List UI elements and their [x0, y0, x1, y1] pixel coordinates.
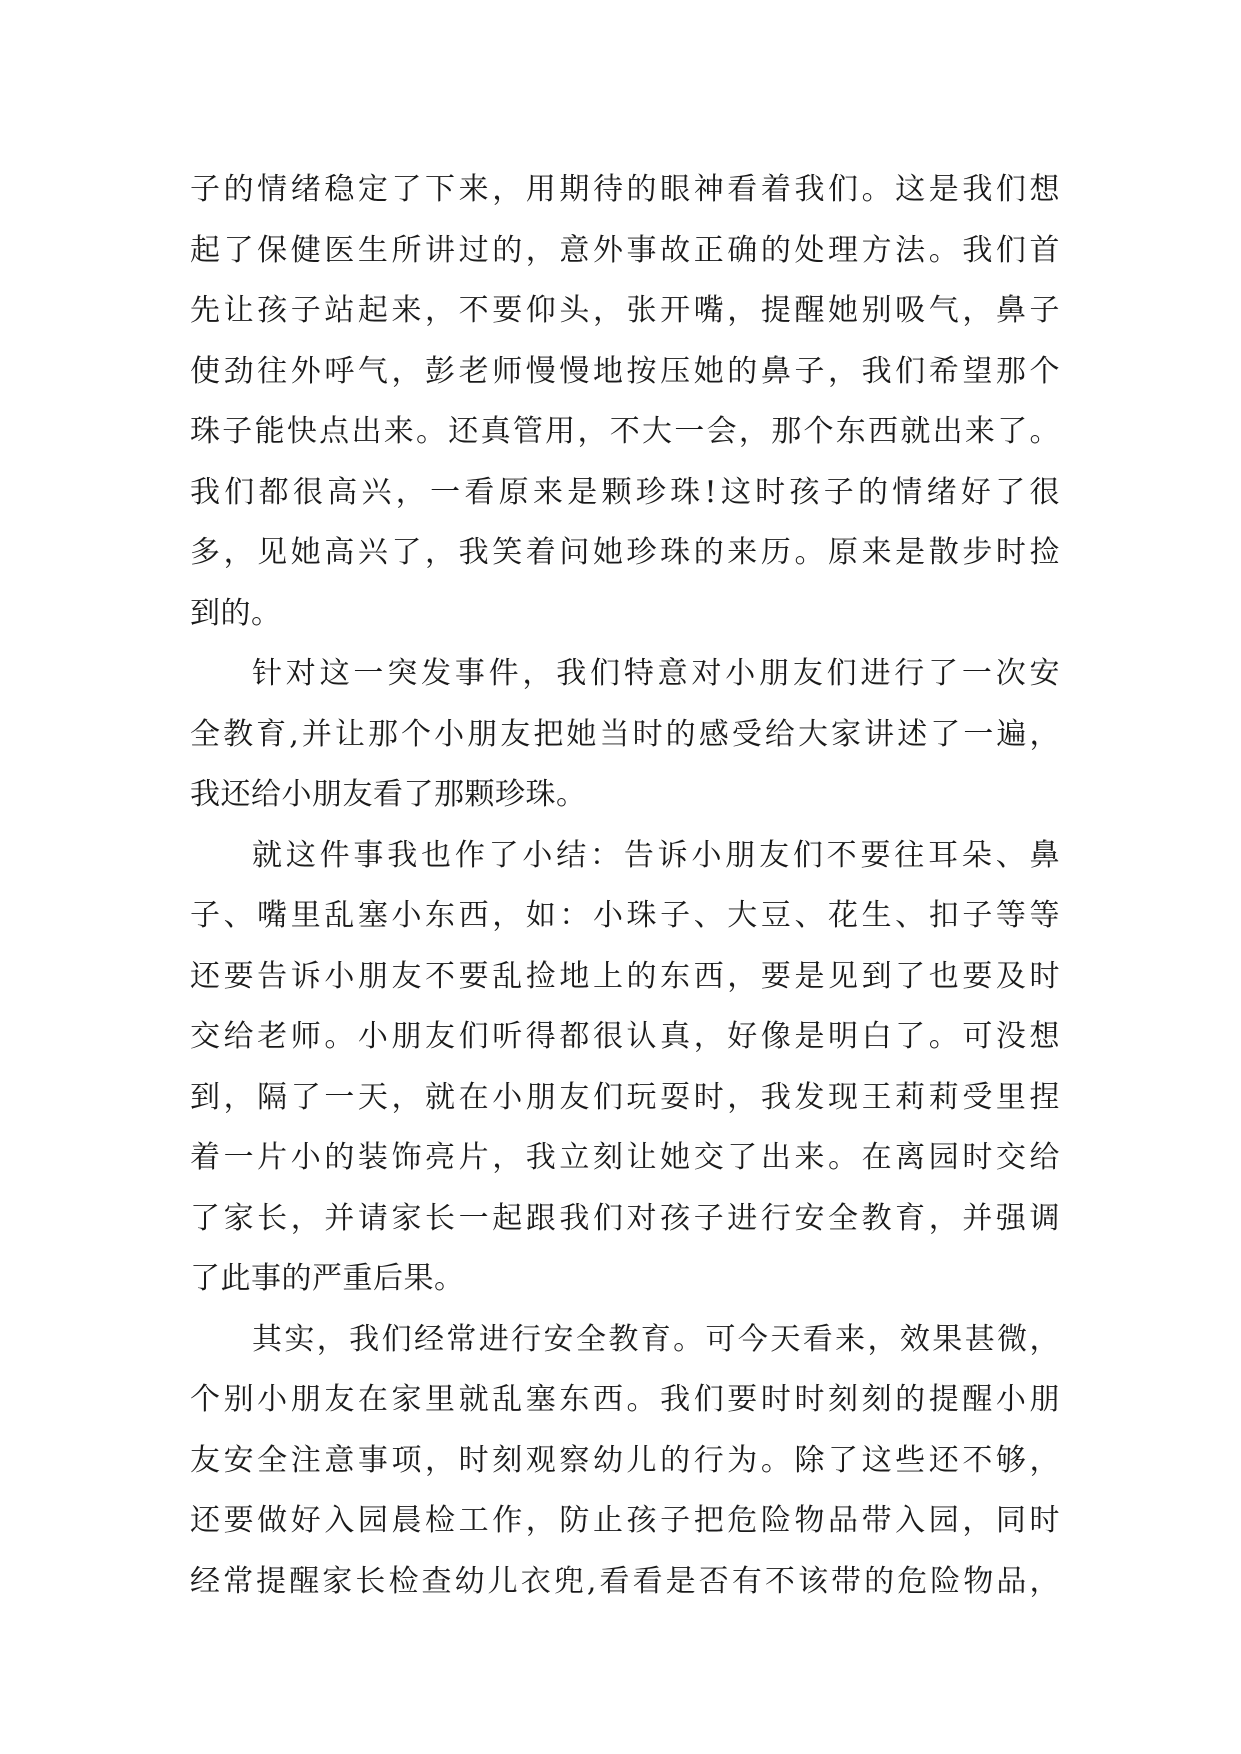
body-text [190, 160, 1060, 1612]
text-line: 到的。 [190, 595, 282, 631]
text-line: 就这件事我也作了小结：告诉小朋友们不要往耳朵、鼻 [252, 837, 1060, 873]
text-line: 针对这一突发事件，我们特意对小朋友们进行了一次安 [252, 656, 1060, 691]
text-line: 多，见她高兴了，我笑着问她珍珠的来历。原来是散步时捡 [190, 535, 1060, 570]
text-line: 还要告诉小朋友不要乱捡地上的东西，要是见到了也要及时 [190, 958, 1060, 994]
text-line: 到，隔了一天，就在小朋友们玩耍时，我发现王莉莉受里捏 [190, 1079, 1060, 1115]
text-line: 珠子能快点出来。还真管用，不大一会，那个东西就出来了。 [190, 414, 1060, 449]
text-line: 我还给小朋友看了那颗珍珠。 [190, 777, 587, 812]
text-line: 经常提醒家长检查幼儿衣兜,看看是否有不该带的危险物品， [190, 1563, 1060, 1599]
paragraph [190, 1310, 1060, 1613]
text-line: 友安全注意事项，时刻观察幼儿的行为。除了这些还不够， [190, 1442, 1060, 1478]
text-line: 我们都很高兴，一看原来是颗珍珠!这时孩子的情绪好了很 [190, 474, 1060, 510]
text-line: 了家长，并请家长一起跟我们对孩子进行安全教育，并强调 [190, 1200, 1060, 1236]
paragraph [190, 826, 1060, 1310]
text-line: 使劲往外呼气，彭老师慢慢地按压她的鼻子，我们希望那个 [190, 353, 1060, 389]
text-line: 了此事的严重后果。 [190, 1261, 465, 1296]
text-line: 个别小朋友在家里就乱塞东西。我们要时时刻刻的提醒小朋 [190, 1382, 1060, 1417]
text-line: 还要做好入园晨检工作，防止孩子把危险物品带入园，同时 [190, 1503, 1060, 1538]
paragraph [190, 160, 1060, 644]
text-line: 子、嘴里乱塞小东西，如：小珠子、大豆、花生、扣子等等 [190, 898, 1060, 933]
text-line: 交给老师。小朋友们听得都很认真，好像是明白了。可没想 [190, 1019, 1060, 1054]
text-line: 全教育,并让那个小朋友把她当时的感受给大家讲述了一遍， [190, 716, 1060, 752]
text-line: 其实，我们经常进行安全教育。可今天看来，效果甚微， [252, 1321, 1060, 1357]
text-line: 起了保健医生所讲过的，意外事故正确的处理方法。我们首 [190, 232, 1060, 268]
text-line: 先让孩子站起来，不要仰头，张开嘴，提醒她别吸气，鼻子 [190, 293, 1060, 328]
text-line: 着一片小的装饰亮片，我立刻让她交了出来。在离园时交给 [190, 1140, 1060, 1175]
text-line: 子的情绪稳定了下来，用期待的眼神看着我们。这是我们想 [190, 172, 1060, 207]
paragraph [190, 644, 1060, 826]
